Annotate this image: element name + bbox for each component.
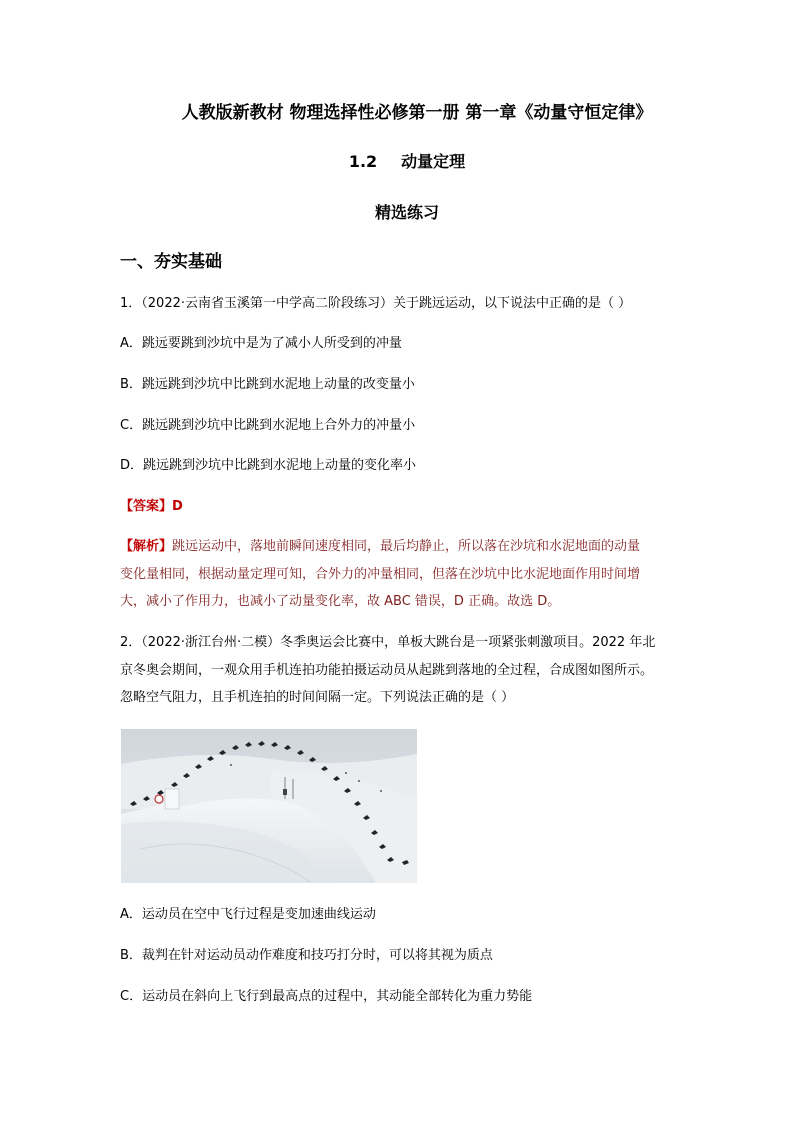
question-1-option-a: A．跳远要跳到沙坑中是为了减小人所受到的冲量 <box>120 336 402 351</box>
question-1-option-d: D．跳远跳到沙坑中比跳到水泥地上动量的变化率小 <box>120 458 417 473</box>
question-2-option-a: A．运动员在空中飞行过程是变加速曲线运动 <box>120 907 376 922</box>
question-1-option-c: C．跳远跳到沙坑中比跳到水泥地上合外力的冲量小 <box>120 418 416 433</box>
section-number: 1.2 <box>348 152 378 171</box>
subtitle: 精选练习 <box>374 203 439 222</box>
question-2-stem-line-3: 忽略空气阻力，且手机连拍的时间间隔一定。下列说法正确的是（ ） <box>120 690 515 705</box>
snowboard-jump-photo <box>121 729 417 883</box>
question-1-stem: 1．（2022·云南省玉溪第一中学高二阶段练习）关于跳远运动，以下说法中正确的是（ ） <box>120 296 632 311</box>
question-1-option-b: B．跳远跳到沙坑中比跳到水泥地上动量的改变量小 <box>120 377 415 392</box>
analysis-tag: 【解析】 <box>120 539 173 554</box>
question-2-stem-line-1: 2．（2022·浙江台州·二模）冬季奥运会比赛中，单板大跳台是一项紧张刺激项目。2022 年北 <box>120 635 656 650</box>
question-2-option-c: C．运动员在斜向上飞行到最高点的过程中，其动能全部转化为重力势能 <box>120 989 533 1004</box>
question-1-analysis-line-1 <box>120 538 640 556</box>
analysis-text-1: 跳远运动中，落地前瞬间速度相同，最后均静止，所以落在沙坑和水泥地面的动量 <box>172 539 641 554</box>
question-2-option-b: B．裁判在针对运动员动作难度和技巧打分时，可以将其视为质点 <box>120 948 493 963</box>
question-1-analysis-line-2: 变化量相同，根据动量定理可知，合外力的冲量相同，但落在沙坑中比水泥地面作用时间增 <box>120 567 641 582</box>
snowboard-jump-illustration <box>121 729 417 883</box>
document-title: 人教版新教材 物理选择性必修第一册 第一章《动量守恒定律》 <box>181 103 653 123</box>
section-title <box>0 149 794 172</box>
question-1-analysis-line-3: 大，减小了作用力，也减小了动量变化率，故 ABC 错误，D 正确。故选 D。 <box>120 594 561 609</box>
question-2-stem-line-2: 京冬奥会期间，一观众用手机连拍功能拍摄运动员从起跳到落地的全过程，合成图如图所示。 <box>120 663 654 678</box>
answer-value: D <box>172 499 183 514</box>
question-1-answer <box>120 498 183 516</box>
part-heading: 一、夯实基础 <box>120 252 222 272</box>
section-name: 动量定理 <box>401 152 466 171</box>
answer-tag: 【答案】 <box>120 499 173 514</box>
